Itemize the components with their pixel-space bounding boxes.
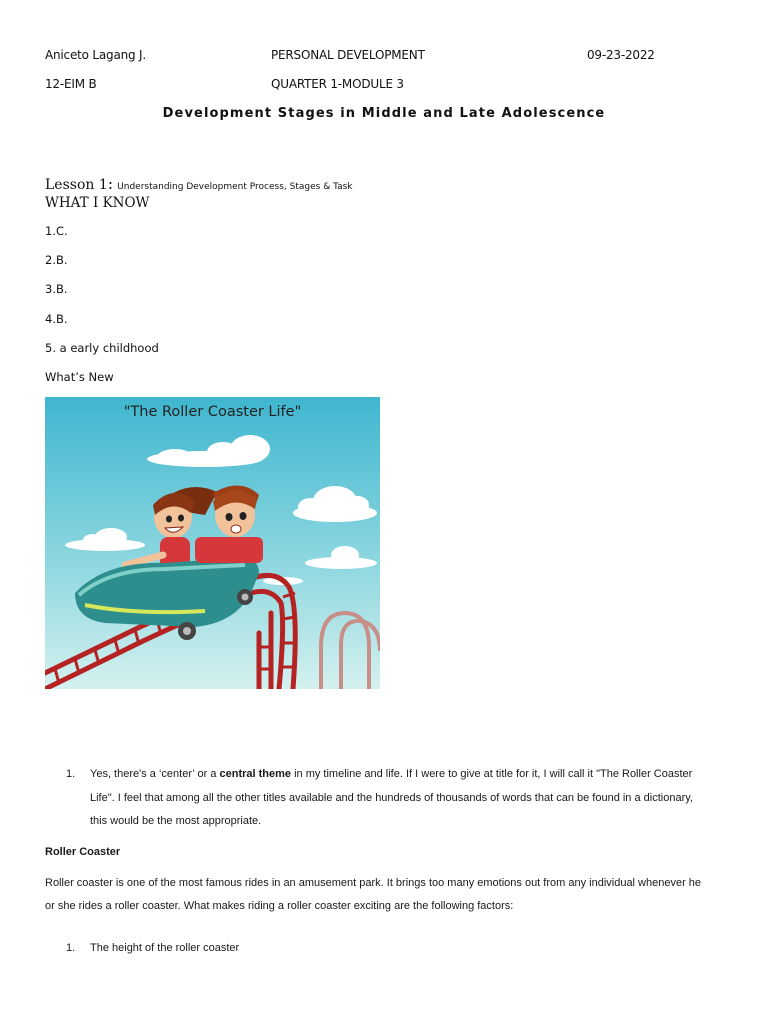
lesson-heading [45, 174, 353, 193]
list-number: 1. [66, 768, 76, 780]
list-item: The height of the roller coaster [90, 942, 240, 954]
whats-new-heading: What’s New [45, 370, 114, 384]
roller-coaster-illustration [45, 397, 380, 689]
answer-paragraph-line [90, 768, 692, 780]
body-paragraph-line: Roller coaster is one of the most famous rides in an amusement park. It brings too many emotions out from any individual whenever he [45, 877, 702, 889]
answer-text: in my timeline and life. If I were to give at title for it, I will call it "The Roller Coaster [291, 768, 693, 780]
what-i-know-heading: WHAT I KNOW [45, 195, 150, 211]
section: 12-EIM B [45, 77, 97, 91]
lesson-colon: : [107, 174, 114, 193]
date: 09-23-2022 [587, 48, 655, 62]
module: QUARTER 1-MODULE 3 [271, 77, 404, 91]
central-theme-emphasis: central theme [219, 768, 292, 780]
answer-item: 5. a early childhood [45, 341, 159, 355]
answer-paragraph-line: Life". I feel that among all the other titles available and the hundreds of thousands of words that can be found in a dictionary, [90, 792, 693, 804]
illustration-title: "The Roller Coaster Life" [123, 404, 302, 420]
answer-text: Yes, there's a ‘center’ or a [90, 768, 220, 780]
answer-paragraph-line: this would be the most appropriate. [90, 815, 262, 827]
list-number: 1. [66, 942, 76, 954]
answer-item: 4.B. [45, 312, 68, 326]
body-paragraph-line: or she rides a roller coaster. What makes riding a roller coaster exciting are the following factors: [45, 900, 514, 912]
answer-item: 3.B. [45, 282, 68, 296]
subject: PERSONAL DEVELOPMENT [271, 48, 425, 62]
answer-item: 1.C. [45, 224, 68, 238]
answer-item: 2.B. [45, 253, 68, 267]
section-heading: Roller Coaster [45, 846, 121, 858]
lesson-topic: Understanding Development Process, Stages & Task [117, 182, 353, 192]
document-title: Development Stages in Middle and Late Adolescence [162, 106, 606, 121]
student-name: Aniceto Lagang J. [45, 48, 146, 62]
lesson-prefix: Lesson 1 [45, 177, 108, 193]
